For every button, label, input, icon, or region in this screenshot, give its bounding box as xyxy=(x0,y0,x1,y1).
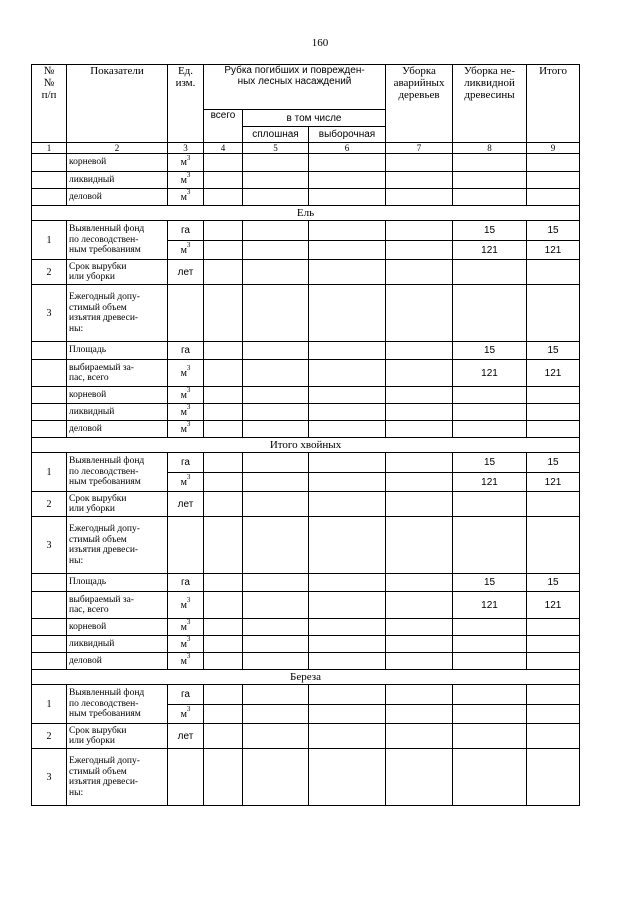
unit-exp: 3 xyxy=(186,652,191,661)
empty-cell xyxy=(309,636,386,653)
unit-cell: га xyxy=(168,453,204,473)
empty-cell xyxy=(204,749,243,806)
row-number: 2 xyxy=(32,724,67,749)
empty-cell xyxy=(453,387,527,404)
illiquid-value: 121 xyxy=(453,473,527,492)
empty-cell xyxy=(386,360,453,387)
empty-cell xyxy=(204,705,243,724)
unit-m: м xyxy=(180,638,187,650)
empty-cell xyxy=(453,285,527,342)
empty-cell xyxy=(204,260,243,285)
table-row xyxy=(32,685,580,705)
unit-cell xyxy=(168,189,204,206)
empty-cell xyxy=(386,241,453,260)
empty-cell xyxy=(243,387,309,404)
empty-cell xyxy=(309,342,386,360)
empty-cell xyxy=(386,517,453,574)
unit-m: м xyxy=(180,655,187,667)
indicator-label: Площадь xyxy=(67,574,168,592)
table-body xyxy=(32,154,580,806)
unit-cell: га xyxy=(168,685,204,705)
empty-cell xyxy=(204,685,243,705)
indicator-label: выбираемый за- пас, всего xyxy=(67,360,168,387)
empty-cell xyxy=(204,342,243,360)
column-number: 7 xyxy=(386,143,453,154)
unit-cell: га xyxy=(168,574,204,592)
empty-cell xyxy=(243,342,309,360)
empty-cell xyxy=(204,154,243,172)
unit-exp: 3 xyxy=(186,364,191,373)
empty-cell xyxy=(204,360,243,387)
empty-cell xyxy=(243,619,309,636)
empty-cell xyxy=(386,154,453,172)
empty-cell xyxy=(243,453,309,473)
header-emergency-trees: Уборка аварийных деревьев xyxy=(386,65,453,143)
indicator-label: Срок вырубки или уборки xyxy=(67,724,168,749)
indicator-label: деловой xyxy=(67,653,168,670)
indicator-label: ликвидный xyxy=(67,172,168,189)
indicator-label: выбираемый за- пас, всего xyxy=(67,592,168,619)
indicator-label: ликвидный xyxy=(67,404,168,421)
unit-exp: 3 xyxy=(186,171,191,180)
empty-cell xyxy=(386,685,453,705)
row-number: 1 xyxy=(32,453,67,492)
unit-m: м xyxy=(180,244,187,256)
illiquid-value: 15 xyxy=(453,342,527,360)
empty-cell xyxy=(309,154,386,172)
column-number: 8 xyxy=(453,143,527,154)
unit-m: м xyxy=(180,406,187,418)
section-title: Итого хвойных xyxy=(32,438,580,453)
empty-cell xyxy=(168,285,204,342)
unit-exp: 3 xyxy=(186,596,191,605)
unit-m: м xyxy=(180,367,187,379)
empty-cell xyxy=(386,453,453,473)
empty-cell xyxy=(32,619,67,636)
empty-cell xyxy=(309,241,386,260)
table-row xyxy=(32,636,580,653)
empty-cell xyxy=(32,360,67,387)
total-value: 121 xyxy=(527,592,580,619)
illiquid-value: 15 xyxy=(453,574,527,592)
empty-cell xyxy=(32,342,67,360)
unit-m: м xyxy=(180,599,187,611)
unit-exp: 3 xyxy=(186,420,191,429)
table-row xyxy=(32,342,580,360)
page-number: 160 xyxy=(311,37,329,49)
empty-cell xyxy=(309,453,386,473)
empty-cell xyxy=(386,636,453,653)
unit-m: м xyxy=(180,708,187,720)
empty-cell xyxy=(527,387,580,404)
empty-cell xyxy=(309,685,386,705)
empty-cell xyxy=(204,492,243,517)
empty-cell xyxy=(243,724,309,749)
table-row xyxy=(32,206,580,221)
total-value: 121 xyxy=(527,360,580,387)
empty-cell xyxy=(204,404,243,421)
unit-cell xyxy=(168,404,204,421)
empty-cell xyxy=(243,241,309,260)
empty-cell xyxy=(309,404,386,421)
unit-exp: 3 xyxy=(186,241,191,250)
unit-cell xyxy=(168,636,204,653)
empty-cell xyxy=(309,724,386,749)
empty-cell xyxy=(386,592,453,619)
header-sub-including: в том числе xyxy=(243,110,386,127)
table-row xyxy=(32,619,580,636)
empty-cell xyxy=(453,636,527,653)
unit-exp: 3 xyxy=(186,473,191,482)
indicator-label: Срок вырубки или уборки xyxy=(67,260,168,285)
indicator-label: деловой xyxy=(67,421,168,438)
empty-cell xyxy=(527,285,580,342)
unit-m: м xyxy=(180,621,187,633)
row-number: 3 xyxy=(32,517,67,574)
unit-cell xyxy=(168,473,204,492)
indicator-label: корневой xyxy=(67,154,168,172)
column-number: 5 xyxy=(243,143,309,154)
empty-cell xyxy=(204,653,243,670)
empty-cell xyxy=(168,517,204,574)
empty-cell xyxy=(527,260,580,285)
total-value: 121 xyxy=(527,473,580,492)
total-value: 15 xyxy=(527,342,580,360)
empty-cell xyxy=(453,619,527,636)
empty-cell xyxy=(243,592,309,619)
table-row xyxy=(32,421,580,438)
unit-exp: 3 xyxy=(186,403,191,412)
table-row xyxy=(32,724,580,749)
empty-cell xyxy=(243,492,309,517)
empty-cell xyxy=(527,492,580,517)
empty-cell xyxy=(527,154,580,172)
unit-exp: 3 xyxy=(186,618,191,627)
row-number: 1 xyxy=(32,685,67,724)
table-row xyxy=(32,221,580,241)
unit-cell: га xyxy=(168,342,204,360)
empty-cell xyxy=(243,653,309,670)
empty-cell xyxy=(386,404,453,421)
unit-cell xyxy=(168,653,204,670)
empty-cell xyxy=(386,285,453,342)
row-number: 2 xyxy=(32,492,67,517)
empty-cell xyxy=(453,517,527,574)
header-sub-clear: сплошная xyxy=(243,127,309,143)
header-sub-selective: выборочная xyxy=(309,127,386,143)
table-row xyxy=(32,260,580,285)
empty-cell xyxy=(243,574,309,592)
table-row xyxy=(32,154,580,172)
empty-cell xyxy=(32,421,67,438)
empty-cell xyxy=(527,619,580,636)
empty-cell xyxy=(453,189,527,206)
unit-cell xyxy=(168,387,204,404)
table-row xyxy=(32,360,580,387)
table-row xyxy=(32,517,580,574)
row-number: 3 xyxy=(32,749,67,806)
indicator-label: корневой xyxy=(67,387,168,404)
table-row xyxy=(32,670,580,685)
empty-cell xyxy=(204,724,243,749)
empty-cell xyxy=(309,574,386,592)
empty-cell xyxy=(243,636,309,653)
table-row xyxy=(32,492,580,517)
unit-cell xyxy=(168,619,204,636)
empty-cell xyxy=(309,387,386,404)
header-indicators: Показатели xyxy=(67,65,168,143)
table-row xyxy=(32,653,580,670)
unit-cell xyxy=(168,592,204,619)
column-number: 9 xyxy=(527,143,580,154)
table-row xyxy=(32,172,580,189)
empty-cell xyxy=(168,749,204,806)
empty-cell xyxy=(386,705,453,724)
empty-cell xyxy=(453,404,527,421)
section-title: Ель xyxy=(32,206,580,221)
empty-cell xyxy=(32,592,67,619)
empty-cell xyxy=(386,574,453,592)
row-number: 3 xyxy=(32,285,67,342)
column-numbers-row xyxy=(32,143,580,154)
unit-exp: 3 xyxy=(186,705,191,714)
illiquid-value: 121 xyxy=(453,241,527,260)
empty-cell xyxy=(243,685,309,705)
total-value: 15 xyxy=(527,221,580,241)
unit-cell xyxy=(168,154,204,172)
empty-cell xyxy=(204,517,243,574)
section-title: Береза xyxy=(32,670,580,685)
indicator-label: Срок вырубки или уборки xyxy=(67,492,168,517)
empty-cell xyxy=(309,221,386,241)
forest-volume-table xyxy=(31,64,580,806)
empty-cell xyxy=(453,653,527,670)
empty-cell xyxy=(527,517,580,574)
empty-cell xyxy=(453,685,527,705)
empty-cell xyxy=(204,421,243,438)
empty-cell xyxy=(453,492,527,517)
column-number: 1 xyxy=(32,143,67,154)
empty-cell xyxy=(204,473,243,492)
empty-cell xyxy=(527,685,580,705)
empty-cell xyxy=(309,172,386,189)
empty-cell xyxy=(453,749,527,806)
empty-cell xyxy=(243,172,309,189)
unit-m: м xyxy=(180,191,187,203)
unit-m: м xyxy=(180,423,187,435)
empty-cell xyxy=(453,260,527,285)
indicator-label: Ежегодный допу- стимый объем изъятия древеси- ны: xyxy=(67,285,168,342)
empty-cell xyxy=(527,172,580,189)
row-number: 2 xyxy=(32,260,67,285)
unit-m: м xyxy=(180,174,187,186)
illiquid-value: 15 xyxy=(453,221,527,241)
empty-cell xyxy=(243,473,309,492)
empty-cell xyxy=(309,517,386,574)
empty-cell xyxy=(527,189,580,206)
unit-m: м xyxy=(180,157,187,168)
empty-cell xyxy=(309,653,386,670)
table-row xyxy=(32,285,580,342)
indicator-label: деловой xyxy=(67,189,168,206)
unit-cell xyxy=(168,705,204,724)
unit-cell: га xyxy=(168,221,204,241)
unit-m: м xyxy=(180,389,187,401)
empty-cell xyxy=(309,619,386,636)
indicator-label: Площадь xyxy=(67,342,168,360)
empty-cell xyxy=(243,260,309,285)
empty-cell xyxy=(386,492,453,517)
table-row xyxy=(32,749,580,806)
empty-cell xyxy=(386,189,453,206)
empty-cell xyxy=(204,387,243,404)
column-number: 2 xyxy=(67,143,168,154)
indicator-label: корневой xyxy=(67,619,168,636)
table-row xyxy=(32,592,580,619)
unit-exp: 3 xyxy=(186,386,191,395)
unit-cell xyxy=(168,241,204,260)
empty-cell xyxy=(453,724,527,749)
empty-cell xyxy=(32,404,67,421)
indicator-label: ликвидный xyxy=(67,636,168,653)
empty-cell xyxy=(204,574,243,592)
empty-cell xyxy=(453,154,527,172)
table-row xyxy=(32,387,580,404)
empty-cell xyxy=(386,619,453,636)
empty-cell xyxy=(309,592,386,619)
empty-cell xyxy=(309,749,386,806)
empty-cell xyxy=(32,387,67,404)
empty-cell xyxy=(32,172,67,189)
empty-cell xyxy=(309,492,386,517)
unit-exp: 3 xyxy=(186,153,191,162)
empty-cell xyxy=(204,453,243,473)
empty-cell xyxy=(309,705,386,724)
empty-cell xyxy=(386,342,453,360)
empty-cell xyxy=(527,421,580,438)
empty-cell xyxy=(32,653,67,670)
empty-cell xyxy=(309,421,386,438)
empty-cell xyxy=(32,574,67,592)
empty-cell xyxy=(527,636,580,653)
empty-cell xyxy=(386,221,453,241)
unit-cell: лет xyxy=(168,260,204,285)
empty-cell xyxy=(243,517,309,574)
empty-cell xyxy=(243,154,309,172)
empty-cell xyxy=(527,705,580,724)
header-row-number: № № п/п xyxy=(32,65,67,143)
illiquid-value: 121 xyxy=(453,592,527,619)
empty-cell xyxy=(243,404,309,421)
empty-cell xyxy=(386,749,453,806)
header-felling-group: Рубка погибших и поврежден- ных лесных насаждений xyxy=(204,65,386,110)
indicator-label: Выявленный фонд по лесоводствен- ным требованиям xyxy=(67,453,168,492)
total-value: 15 xyxy=(527,453,580,473)
empty-cell xyxy=(204,636,243,653)
empty-cell xyxy=(386,724,453,749)
empty-cell xyxy=(243,360,309,387)
empty-cell xyxy=(32,636,67,653)
empty-cell xyxy=(386,387,453,404)
empty-cell xyxy=(32,189,67,206)
column-number: 4 xyxy=(204,143,243,154)
empty-cell xyxy=(309,189,386,206)
indicator-label: Выявленный фонд по лесоводствен- ным требованиям xyxy=(67,221,168,260)
empty-cell xyxy=(243,705,309,724)
unit-exp: 3 xyxy=(186,635,191,644)
empty-cell xyxy=(204,189,243,206)
total-value: 121 xyxy=(527,241,580,260)
empty-cell xyxy=(309,285,386,342)
empty-cell xyxy=(204,172,243,189)
empty-cell xyxy=(309,473,386,492)
empty-cell xyxy=(204,619,243,636)
empty-cell xyxy=(386,653,453,670)
empty-cell xyxy=(386,473,453,492)
column-number: 3 xyxy=(168,143,204,154)
empty-cell xyxy=(527,724,580,749)
empty-cell xyxy=(527,404,580,421)
table-row xyxy=(32,189,580,206)
empty-cell xyxy=(386,172,453,189)
table-row xyxy=(32,438,580,453)
empty-cell xyxy=(243,421,309,438)
empty-cell xyxy=(453,705,527,724)
table-row xyxy=(32,574,580,592)
empty-cell xyxy=(243,221,309,241)
empty-cell xyxy=(204,241,243,260)
unit-cell: лет xyxy=(168,724,204,749)
empty-cell xyxy=(527,653,580,670)
table-row xyxy=(32,453,580,473)
empty-cell xyxy=(309,260,386,285)
header-illiquid-wood: Уборка не- ликвидной древесины xyxy=(453,65,527,143)
header-sub-all: всего xyxy=(204,110,243,143)
header-unit: Ед. изм. xyxy=(168,65,204,143)
unit-m: м xyxy=(180,476,187,488)
empty-cell xyxy=(243,285,309,342)
indicator-label: Выявленный фонд по лесоводствен- ным требованиям xyxy=(67,685,168,724)
empty-cell xyxy=(204,592,243,619)
illiquid-value: 15 xyxy=(453,453,527,473)
empty-cell xyxy=(32,154,67,172)
column-number: 6 xyxy=(309,143,386,154)
total-value: 15 xyxy=(527,574,580,592)
empty-cell xyxy=(386,421,453,438)
empty-cell xyxy=(453,421,527,438)
empty-cell xyxy=(453,172,527,189)
unit-cell: лет xyxy=(168,492,204,517)
empty-cell xyxy=(204,285,243,342)
indicator-label: Ежегодный допу- стимый объем изъятия древеси- ны: xyxy=(67,749,168,806)
empty-cell xyxy=(243,749,309,806)
unit-exp: 3 xyxy=(186,188,191,197)
unit-cell xyxy=(168,421,204,438)
table-row xyxy=(32,404,580,421)
empty-cell xyxy=(309,360,386,387)
empty-cell xyxy=(527,749,580,806)
empty-cell xyxy=(386,260,453,285)
unit-cell xyxy=(168,360,204,387)
row-number: 1 xyxy=(32,221,67,260)
header-total: Итого xyxy=(527,65,580,143)
empty-cell xyxy=(204,221,243,241)
empty-cell xyxy=(243,189,309,206)
illiquid-value: 121 xyxy=(453,360,527,387)
unit-cell xyxy=(168,172,204,189)
indicator-label: Ежегодный допу- стимый объем изъятия древеси- ны: xyxy=(67,517,168,574)
